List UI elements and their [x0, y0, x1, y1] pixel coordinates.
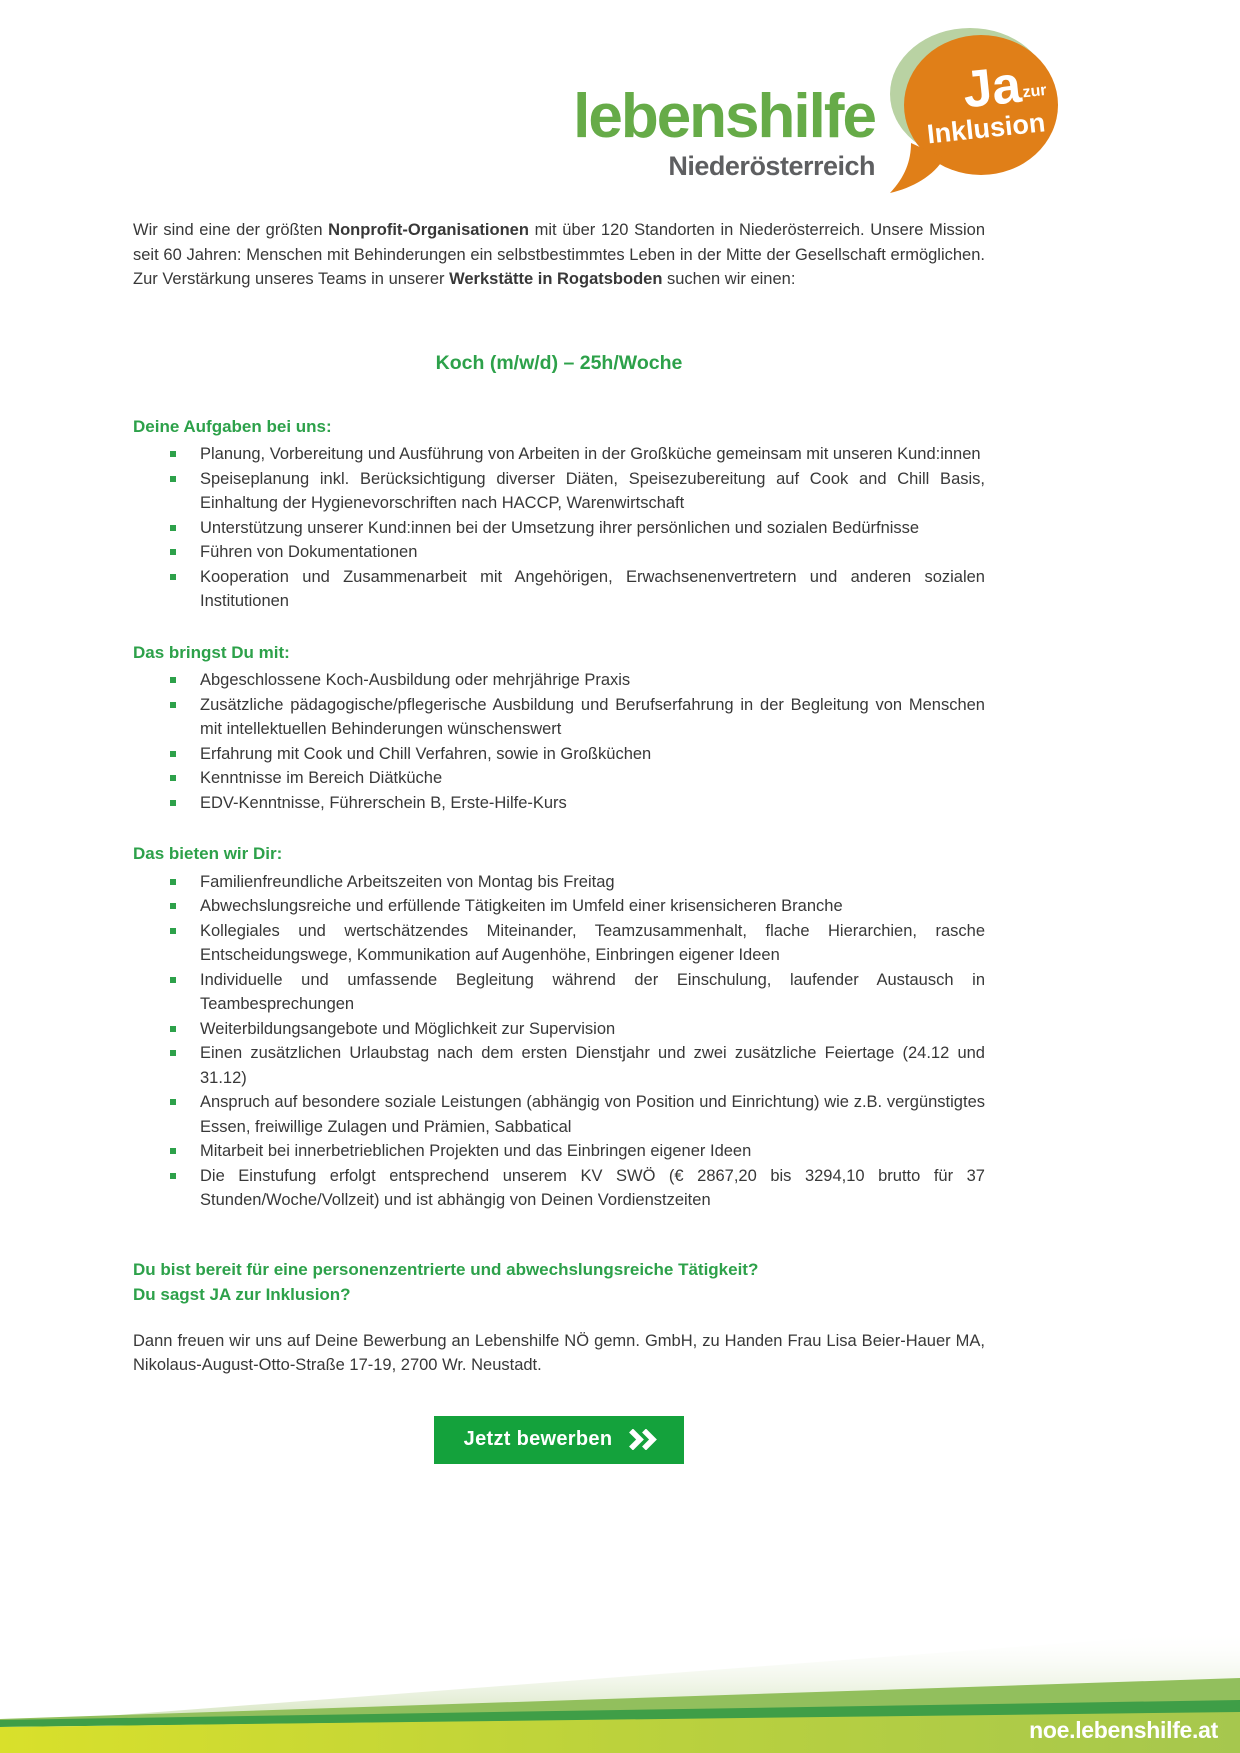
list-item: [133, 668, 985, 693]
list-item-text: Erfahrung mit Cook und Chill Verfahren, sowie in Großküchen: [200, 744, 652, 763]
job-section: [133, 842, 985, 1213]
list-item-text: Abgeschlossene Koch-Ausbildung oder mehrjährige Praxis: [200, 671, 631, 689]
speech-bubble-icon: [882, 28, 1062, 196]
logo-brand-text: lebenshilfe: [573, 82, 875, 151]
job-section: [133, 641, 985, 816]
bullet-square-icon: [170, 1099, 176, 1105]
bullet-square-icon: [170, 1148, 176, 1154]
list-item: [133, 791, 985, 816]
logo-region-text: Niederösterreich: [668, 151, 875, 181]
list-item: [133, 1041, 985, 1090]
question-line: Du bist bereit für eine personenzentrierte und abwechslungsreiche Tätigkeit?: [133, 1259, 759, 1279]
apply-button-row: [133, 1416, 985, 1464]
call-to-action-questions: [133, 1257, 985, 1307]
list-item: [133, 565, 985, 614]
apply-button[interactable]: [434, 1416, 685, 1464]
bullet-square-icon: [170, 879, 176, 885]
list-item-text: Einen zusätzlichen Urlaubstag nach dem ersten Dienstjahr und zwei zusätzliche Feiertage (24.12 und 31.12): [200, 1044, 985, 1087]
bullet-square-icon: [170, 677, 176, 683]
list-item: [133, 968, 985, 1017]
list-item: [133, 766, 985, 791]
list-item-text: Kenntnisse im Bereich Diätküche: [200, 769, 443, 787]
intro-paragraph: [133, 218, 985, 292]
footer: [0, 1553, 1240, 1753]
intro-bold-nonprofit: Nonprofit-Organisationen: [328, 221, 529, 239]
list-item-text: Familienfreundliche Arbeitszeiten von Montag bis Freitag: [200, 872, 615, 891]
list-item: [133, 742, 985, 767]
list-item: [133, 467, 985, 516]
badge-word-ja: Ja: [960, 55, 1024, 120]
list-item-text: Anspruch auf besondere soziale Leistungen (abhängig von Position und Einrichtung) wie z.B. vergünstigtes Essen, freiwillige Zulagen und Prämien, Sabbatical: [200, 1093, 985, 1136]
header: [0, 0, 1240, 200]
list-item: [133, 693, 985, 742]
ja-zur-inklusion-badge: [882, 28, 1062, 196]
bullet-square-icon: [170, 1026, 176, 1032]
list-item: [133, 870, 985, 895]
job-ad-content: [133, 218, 985, 1464]
list-item: [133, 1090, 985, 1139]
intro-bold-werkstaette: Werkstätte in Rogatsboden: [449, 270, 663, 288]
section-heading: Das bieten wir Dir:: [133, 844, 283, 863]
list-item: [133, 919, 985, 968]
job-section: [133, 415, 985, 614]
bullet-square-icon: [170, 1050, 176, 1056]
bullet-square-icon: [170, 549, 176, 555]
bullet-square-icon: [170, 928, 176, 934]
badge-word-zur: zur: [1021, 81, 1048, 102]
badge-word-inklusion: Inklusion: [925, 107, 1047, 150]
list-item: [133, 540, 985, 565]
bullet-square-icon: [170, 751, 176, 757]
section-heading: Das bringst Du mit:: [133, 642, 290, 662]
list-item: [133, 1164, 985, 1213]
intro-text: suchen wir einen:: [662, 270, 796, 288]
section-list: [133, 442, 985, 614]
list-item: [133, 894, 985, 919]
list-item-text: Weiterbildungsangebote und Möglichkeit zur Supervision: [200, 1019, 616, 1038]
list-item-text: Kollegiales und wertschätzendes Miteinander, Teamzusammenhalt, flache Hierarchien, rasche Entscheidungswege, Kommunikation auf Augenhöhe, Einbringen eigener Ideen: [200, 921, 985, 964]
bullet-square-icon: [170, 525, 176, 531]
bullet-square-icon: [170, 574, 176, 580]
intro-text: mit über 120 Standorten in Niederösterreich. Unsere Mission seit 60 Jahren: Menschen mit Behinderungen ein selbstbestimmtes Leben in der Mitte der Gesellschaft ermöglichen. Zur Verstärkung unseres Teams in unserer: [133, 221, 985, 288]
list-item-text: Mitarbeit bei innerbetrieblichen Projekten und das Einbringen eigener Ideen: [200, 1142, 752, 1160]
intro-text: Wir sind eine der größten: [133, 221, 329, 239]
list-item-text: Unterstützung unserer Kund:innen bei der Umsetzung ihrer persönlichen und sozialen Bedürfnisse: [200, 518, 920, 537]
section-list: [133, 668, 985, 815]
list-item-text: Zusätzliche pädagogische/pflegerische Ausbildung und Berufserfahrung in der Begleitung von Menschen mit intellektuellen Behinderungen wünschenswert: [200, 695, 985, 738]
bullet-square-icon: [170, 800, 176, 806]
list-item-text: Die Einstufung erfolgt entsprechend unserem KV SWÖ (€ 2867,20 bis 3294,10 brutto für 37 Stunden/Woche/Vollzeit) und ist abhängig von Deinen Vordienstzeiten: [200, 1166, 985, 1209]
bullet-square-icon: [170, 451, 176, 457]
list-item-text: Abwechslungsreiche und erfüllende Tätigkeiten im Umfeld einer krisensicheren Branche: [200, 897, 843, 915]
bullet-square-icon: [170, 702, 176, 708]
website-link[interactable]: noe.lebenshilfe.at: [1029, 1717, 1218, 1743]
list-item-text: EDV-Kenntnisse, Führerschein B, Erste-Hilfe-Kurs: [200, 793, 567, 812]
lebenshilfe-logo: [573, 82, 875, 182]
bullet-square-icon: [170, 1173, 176, 1179]
list-item: [133, 442, 985, 467]
list-item-text: Planung, Vorbereitung und Ausführung von Arbeiten in der Großküche gemeinsam mit unseren Kund:innen: [200, 445, 981, 463]
list-item-text: Kooperation und Zusammenarbeit mit Angehörigen, Erwachsenenvertretern und anderen sozialen Institutionen: [200, 567, 985, 610]
section-list: [133, 870, 985, 1213]
bullet-square-icon: [170, 476, 176, 482]
double-chevron-icon: [628, 1429, 658, 1450]
bullet-square-icon: [170, 977, 176, 983]
question-line: Du sagst JA zur Inklusion?: [133, 1284, 351, 1304]
list-item: [133, 516, 985, 541]
bullet-square-icon: [170, 903, 176, 909]
sections-container: [133, 415, 985, 1213]
apply-button-label: Jetzt bewerben: [463, 1427, 613, 1450]
list-item-text: Führen von Dokumentationen: [200, 543, 418, 561]
list-item-text: Individuelle und umfassende Begleitung während der Einschulung, laufender Austausch in Teambesprechungen: [200, 970, 985, 1013]
job-title: Koch (m/w/d) – 25h/Woche: [435, 351, 683, 374]
bullet-square-icon: [170, 775, 176, 781]
section-heading: Deine Aufgaben bei uns:: [133, 416, 332, 436]
list-item-text: Speiseplanung inkl. Berücksichtigung diverser Diäten, Speisezubereitung auf Cook and Chill Basis, Einhaltung der Hygienevorschriften nach HACCP, Warenwirtschaft: [200, 469, 985, 512]
closing-paragraph: Dann freuen wir uns auf Deine Bewerbung an Lebenshilfe NÖ gemn. GmbH, zu Handen Frau Lisa Beier-Hauer MA, Nikolaus-August-Otto-Straße 17-19, 2700 Wr. Neustadt.: [133, 1331, 985, 1374]
list-item: [133, 1139, 985, 1164]
list-item: [133, 1017, 985, 1042]
